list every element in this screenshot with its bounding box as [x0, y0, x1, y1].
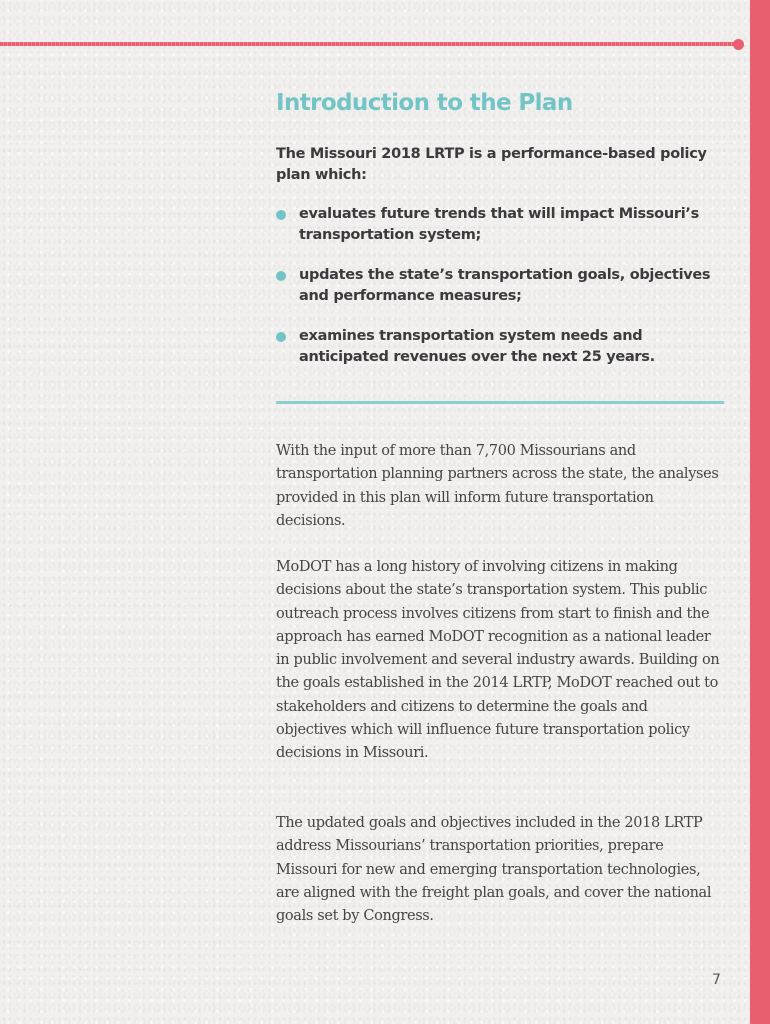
section-divider	[276, 401, 724, 404]
list-item	[276, 326, 716, 368]
bullet-dot-icon	[276, 210, 286, 220]
body-paragraph-goals: The updated goals and objectives included in the 2018 LRTP address Missourians’ transportation priorities, prepare Missouri for new and emerging transportation technologies, are aligned with the freight plan goals, and cover the national goals set by Congress.	[276, 815, 712, 925]
top-decorative-rule	[0, 42, 740, 46]
list-item	[276, 204, 716, 246]
list-item-text: evaluates future trends that will impact Missouri’s transportation system;	[299, 206, 699, 243]
right-edge-accent-bar	[750, 0, 770, 1024]
page-number: 7	[712, 972, 721, 988]
page-title: Introduction to the Plan	[276, 90, 573, 116]
top-rule-end-dot	[733, 39, 744, 50]
body-paragraph-input: With the input of more than 7,700 Missourians and transportation planning partners across the state, the analyses provided in this plan will inform future transportation decisions.	[276, 443, 719, 529]
list-item-text: examines transportation system needs and anticipated revenues over the next 25 years.	[299, 328, 655, 365]
list-item	[276, 265, 716, 307]
body-paragraph-history: MoDOT has a long history of involving citizens in making decisions about the state’s transportation system. This public outreach process involves citizens from start to finish and the approach has earned MoDOT recognition as a national leader in public involvement and several industry awards. Building on the goals established in the 2014 LRTP, MoDOT reached out to stakeholders and citizens to determine the goals and objectives which will influence future transportation policy decisions in Missouri.	[276, 559, 720, 762]
bullet-dot-icon	[276, 271, 286, 281]
bullet-dot-icon	[276, 332, 286, 342]
plan-purpose-list	[276, 204, 716, 387]
list-item-text: updates the state’s transportation goals, objectives and performance measures;	[299, 267, 711, 304]
intro-statement: The Missouri 2018 LRTP is a performance-based policy plan which:	[276, 146, 707, 183]
